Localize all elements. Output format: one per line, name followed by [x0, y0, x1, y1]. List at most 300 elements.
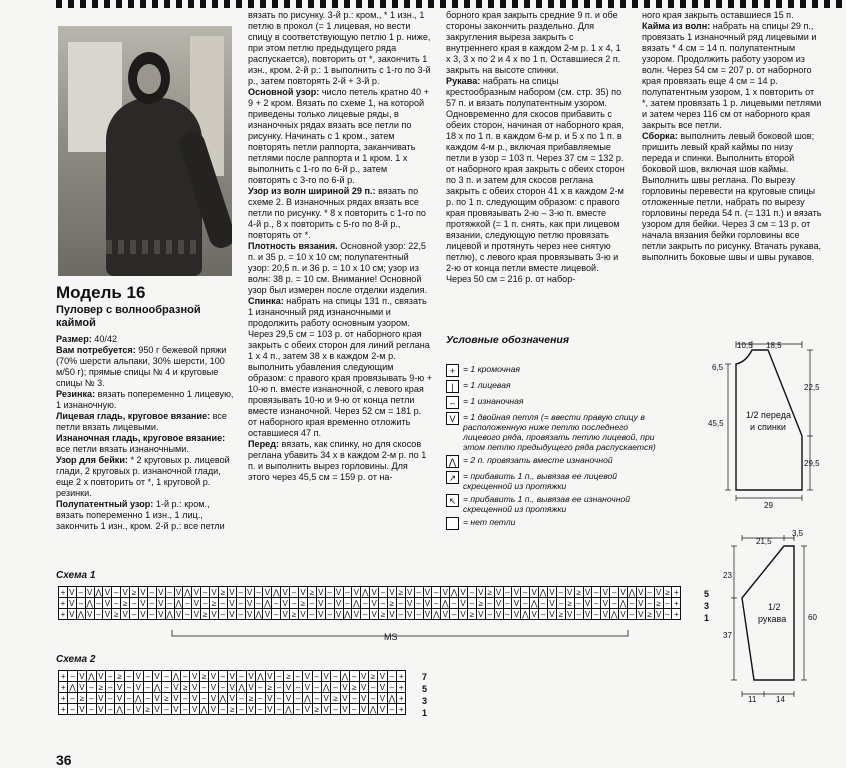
- chart-cell: V: [157, 609, 166, 620]
- chart-cell: ≥: [78, 693, 87, 704]
- chart-cell: –: [144, 693, 153, 704]
- chart-cell: V: [360, 682, 369, 693]
- chart-cell: –: [294, 671, 303, 682]
- chart-cell: V: [584, 587, 593, 598]
- chart-cell: V: [134, 671, 143, 682]
- chart-cell: V: [284, 682, 293, 693]
- chart-cell: ⋀: [304, 693, 311, 703]
- scheme-1-ms-label: MS: [384, 632, 398, 642]
- chart-cell: –: [521, 587, 530, 598]
- paragraph: [642, 10, 822, 21]
- chart-cell: –: [313, 682, 322, 693]
- chart-cell: V: [303, 704, 312, 715]
- paragraph: [446, 76, 626, 285]
- sleeve-dim-6: 11: [748, 695, 757, 704]
- chart-cell: ≥: [477, 598, 486, 609]
- chart-cell: V: [637, 587, 646, 598]
- legend-text: = прибавить 1 п., вывязав ее изнаночной скрещенной из протяжки: [463, 494, 631, 514]
- paragraph: [446, 10, 626, 76]
- chart-cell: V: [512, 609, 521, 620]
- chart-cell: ≥: [299, 598, 308, 609]
- chart-cell: –: [415, 587, 424, 598]
- chart-cell: ≥: [290, 609, 299, 620]
- chart-cell: –: [237, 704, 246, 715]
- chart-cell: ≥: [646, 609, 655, 620]
- chart-cell: ≥: [388, 598, 397, 609]
- chart-cell: ≥: [219, 587, 228, 598]
- body-dim-4: 22,5: [804, 383, 820, 392]
- chart-cell: –: [256, 704, 265, 715]
- legend-text: = нет петли: [463, 517, 516, 527]
- paragraph: [248, 186, 432, 241]
- chart-cell: V: [209, 682, 218, 693]
- page-number: 36: [56, 752, 72, 768]
- chart-cell: ≥: [266, 682, 275, 693]
- chart-cell: –: [275, 682, 284, 693]
- paragraph-lead: Рукава:: [446, 76, 481, 86]
- chart-cell: V: [228, 598, 237, 609]
- paragraph-lead: Узор для бейки:: [56, 455, 128, 465]
- chart-cell: +: [59, 704, 68, 715]
- chart-cell: V: [209, 693, 218, 704]
- chart-cell: V: [341, 682, 350, 693]
- chart-cell: +: [59, 693, 68, 704]
- chart-cell: V: [495, 609, 504, 620]
- chart-cell: V: [360, 693, 369, 704]
- chart-cell: –: [130, 598, 139, 609]
- chart-cell: V: [103, 598, 112, 609]
- chart-cell: V: [388, 609, 397, 620]
- paragraph-text: 1-й р.: кром., вязать попеременно 1 изн., 1 лиц., закончить 1 изн., кром. 2-й р.: все петли: [56, 499, 225, 531]
- chart-cell: V: [548, 598, 557, 609]
- paragraph: [248, 10, 432, 87]
- chart-cell: V: [68, 598, 77, 609]
- chart-cell: –: [313, 693, 322, 704]
- chart-cell: –: [664, 609, 673, 620]
- chart-cell: ≥: [144, 704, 153, 715]
- chart-cell: V: [263, 587, 272, 598]
- legend-title: Условные обозначения: [446, 334, 570, 346]
- dash-symbol-icon: –: [446, 396, 459, 409]
- chart-cell: ⋀: [353, 598, 360, 608]
- scheme-1-row-5: 5: [704, 589, 710, 599]
- paragraph-lead: Основной узор:: [248, 87, 320, 97]
- chart-cell: –: [432, 598, 441, 609]
- chart-cell: –: [468, 587, 477, 598]
- chart-cell: ⋀: [530, 598, 538, 608]
- paragraph: [56, 433, 236, 455]
- legend-item: [446, 455, 656, 468]
- paragraph: [642, 131, 822, 263]
- chart-cell: ≥: [331, 693, 340, 704]
- chart-cell: –: [183, 609, 192, 620]
- chart-cell: V: [441, 609, 450, 620]
- chart-cell: –: [201, 587, 210, 598]
- paragraph-text: 950 г бежевой пряжи (70% шерсти альпаки, 30% шерсти, 100 м/50 г); прямые спицы № 4 и круговые спицы № 3.: [56, 345, 227, 388]
- chart-cell: V: [172, 682, 181, 693]
- chart-cell: V: [406, 598, 415, 609]
- chart-cell: ⋀: [619, 598, 627, 608]
- sleeve-label-1: 1/2: [768, 602, 781, 612]
- chart-cell: V: [317, 587, 326, 598]
- chart-cell: V: [424, 598, 433, 609]
- chart-cell: ⋀: [264, 598, 271, 608]
- chart-cell: –: [610, 587, 619, 598]
- chart-cell: V: [281, 598, 290, 609]
- chart-cell: –: [610, 598, 619, 609]
- chart-cell: V: [190, 682, 199, 693]
- chart-cell: ⋀: [69, 682, 76, 692]
- legend-text: = прибавить 1 п., вывязав ее лицевой скрещенной из протяжки: [463, 471, 618, 491]
- chart-cell: V: [266, 704, 275, 715]
- chart-cell: –: [256, 682, 265, 693]
- chart-cell: –: [181, 704, 190, 715]
- chart-cell: V: [78, 682, 87, 693]
- chart-cell: ⋀: [273, 587, 280, 597]
- chart-cell: –: [68, 693, 77, 704]
- chart-cell: ⋀: [539, 587, 547, 597]
- chart-cell: V: [512, 587, 521, 598]
- chart-cell: V: [360, 671, 369, 682]
- chart-cell: ⋀: [184, 587, 191, 597]
- chart-cell: ⋀: [95, 587, 102, 597]
- chart-cell: V: [424, 587, 433, 598]
- chart-cell: V: [247, 704, 256, 715]
- body-dim-2: 18,5: [766, 341, 782, 350]
- chart-cell: –: [575, 598, 584, 609]
- chart-cell: V: [246, 587, 255, 598]
- chart-cell: –: [331, 682, 340, 693]
- chart-cell: –: [106, 693, 115, 704]
- chart-cell: –: [331, 671, 340, 682]
- chart-cell: –: [219, 598, 228, 609]
- sleeve-dim-2: 3,5: [792, 529, 804, 538]
- chart-cell: V: [247, 682, 256, 693]
- chart-cell: –: [162, 704, 171, 715]
- chart-cell: V: [637, 598, 646, 609]
- chart-cell: –: [181, 671, 190, 682]
- chart-cell: V: [370, 598, 379, 609]
- chart-cell: ⋀: [361, 587, 369, 597]
- chart-cell: –: [272, 598, 281, 609]
- scheme-2-row-3: 3: [422, 696, 428, 706]
- chart-cell: –: [148, 609, 157, 620]
- chart-cell: –: [504, 587, 513, 598]
- chart-cell: V: [303, 671, 312, 682]
- chart-cell: V: [153, 693, 162, 704]
- chart-cell: ⋀: [285, 704, 292, 714]
- legend-text: = 1 кромочная: [463, 364, 521, 374]
- text-column-4: [642, 10, 822, 263]
- chart-cell: –: [125, 693, 134, 704]
- paragraph: [56, 389, 236, 411]
- chart-cell: –: [237, 598, 246, 609]
- chart-cell: ⋀: [166, 609, 173, 619]
- chart-cell: V: [192, 598, 201, 609]
- paragraph-text: набрать на спицы 131 п., связать 1 изнаночный ряд изнаночными и продолжить работу основным узором. Через 29,5 см = 103 р. от наборного края закрыть с обеих сторон для линий реглана 1 х 4 п., затем 38 х в каждом 2-м р. выполнить убавления следующим образом: с правого края провязывать 9-ю + 10-ю п. вместе изнаночной, с левого края провязывать 10-ю и 9-ю от конца петли вместе изнаночной. Через 52 см = 181 р. от наборного края временно отложить оставшиеся 47 п.: [248, 296, 433, 438]
- chart-cell: –: [326, 598, 335, 609]
- chart-cell: –: [255, 598, 264, 609]
- chart-cell: –: [397, 609, 406, 620]
- paragraph: [642, 21, 822, 131]
- chart-cell: ⋀: [610, 609, 618, 619]
- chart-cell: ≥: [369, 671, 378, 682]
- body-label-2: и спинки: [750, 422, 786, 432]
- chart-cell: V: [172, 693, 181, 704]
- model-subtitle: Пуловер с волнообразной каймой: [56, 304, 201, 329]
- paragraph: [56, 345, 236, 389]
- chart-cell: –: [125, 671, 134, 682]
- chart-cell: V: [360, 704, 369, 715]
- chart-cell: –: [112, 587, 121, 598]
- k2tog-symbol-icon: ⋀: [446, 455, 459, 468]
- chart-cell: ≥: [350, 682, 359, 693]
- chart-cell: –: [183, 598, 192, 609]
- chart-cell: +: [59, 682, 68, 693]
- chart-cell: –: [77, 587, 86, 598]
- chart-cell: ⋀: [175, 598, 182, 608]
- chart-cell: V: [477, 587, 486, 598]
- chart-cell: –: [557, 598, 566, 609]
- chart-cell: –: [237, 609, 246, 620]
- chart-cell: ≥: [130, 587, 139, 598]
- chart-cell: +: [397, 704, 406, 715]
- chart-cell: ⋀: [369, 704, 377, 714]
- chart-cell: ≥: [201, 609, 210, 620]
- chart-cell: –: [397, 598, 406, 609]
- chart-cell: V: [68, 609, 77, 620]
- chart-cell: –: [326, 587, 335, 598]
- chart-cell: V: [548, 587, 557, 598]
- chart-cell: V: [228, 671, 237, 682]
- legend-text: = 2 п. провязать вместе изнаночной: [463, 455, 613, 465]
- legend-item: [446, 412, 656, 452]
- sleeve-label-2: рукава: [758, 614, 787, 624]
- chart-cell: V: [115, 682, 124, 693]
- chart-cell: V: [495, 587, 504, 598]
- chart-cell: –: [575, 609, 584, 620]
- chart-cell: –: [148, 587, 157, 598]
- chart-cell: +: [59, 671, 68, 682]
- chart-cell: V: [322, 671, 331, 682]
- chart-cell: V: [341, 693, 350, 704]
- chart-cell: ⋀: [341, 671, 349, 681]
- chart-cell: V: [477, 609, 486, 620]
- chart-cell: +: [397, 671, 406, 682]
- chart-cell: –: [272, 609, 281, 620]
- chart-cell: V: [459, 587, 468, 598]
- chart-cell: V: [246, 598, 255, 609]
- chart-cell: –: [592, 587, 601, 598]
- chart-cell: ⋀: [450, 587, 458, 597]
- chart-cell: V: [281, 587, 290, 598]
- chart-cell: V: [495, 598, 504, 609]
- chart-cell: V: [530, 587, 539, 598]
- chart-cell: V: [210, 587, 219, 598]
- chart-cell: V: [352, 609, 361, 620]
- chart-cell: –: [106, 704, 115, 715]
- paragraph-lead: Кайма из волн:: [642, 21, 711, 31]
- chart-cell: –: [308, 598, 317, 609]
- paragraph-lead: Размер:: [56, 334, 92, 344]
- chart-cell: V: [566, 587, 575, 598]
- chart-cell: ≥: [181, 682, 190, 693]
- body-dim-5: 45,5: [708, 419, 724, 428]
- chart-cell: V: [317, 609, 326, 620]
- chart-cell: V: [246, 609, 255, 620]
- sleeve-dim-3: 23: [723, 571, 732, 580]
- chart-cell: –: [290, 587, 299, 598]
- chart-cell: ⋀: [88, 671, 95, 681]
- chart-cell: –: [290, 598, 299, 609]
- chart-cell: ≥: [566, 598, 575, 609]
- paragraph-text: вязать по рисунку. 3-й р.: кром., * 1 изн., 1 петлю в прокол (= 1 лицевая, но вести спицу в соответствующую петлю 1 р. ниже, при этом петлю предыдущего ряда распускается), повторить от *, закончить 1 изн., кром. 2-й р.: 1 выполнить с 1-го по 3-й р., затем повторять 2-й + 3-й р.: [248, 10, 431, 86]
- chart-cell: –: [294, 682, 303, 693]
- body-label-1: 1/2 переда: [746, 410, 791, 420]
- chart-cell: V: [370, 587, 379, 598]
- chart-cell: V: [153, 671, 162, 682]
- chart-cell: –: [486, 609, 495, 620]
- chart-cell: V: [190, 671, 199, 682]
- chart-cell: +: [59, 598, 68, 609]
- scheme-1-rapport-bracket: [170, 628, 630, 642]
- chart-cell: –: [68, 704, 77, 715]
- chart-cell: –: [87, 682, 96, 693]
- plus-symbol-icon: +: [446, 364, 459, 377]
- chart-cell: V: [378, 693, 387, 704]
- inc-left-symbol-icon: ↖: [446, 494, 459, 507]
- chart-cell: V: [103, 587, 112, 598]
- chart-cell: +: [59, 609, 68, 620]
- chart-cell: ⋀: [257, 671, 264, 681]
- paragraph-lead: Резинка:: [56, 389, 96, 399]
- chart-cell: ⋀: [153, 682, 161, 692]
- chart-cell: V: [655, 587, 664, 598]
- chart-cell: ≥: [247, 693, 256, 704]
- chart-cell: V: [228, 693, 237, 704]
- chart-cell: –: [350, 704, 359, 715]
- chart-cell: –: [628, 598, 637, 609]
- paragraph-lead: Лицевая гладь, круговое вязание:: [56, 411, 211, 421]
- scheme-1-row-3: 3: [704, 601, 710, 611]
- chart-cell: ⋀: [86, 598, 93, 608]
- chart-cell: –: [468, 598, 477, 609]
- chart-cell: –: [162, 671, 171, 682]
- chart-cell: –: [219, 704, 228, 715]
- chart-cell: –: [166, 587, 175, 598]
- paragraph-text: вязать по схеме 2. В изнаночных рядах вязать все петли по рисунку. * 8 х повторить с 1-го по 4-й р., 8 х повторить с 5-го по 8-й р., повторять от *.: [248, 186, 426, 240]
- chart-cell: ≥: [468, 609, 477, 620]
- paragraph-text: число петель кратно 40 + 9 + 2 кром. Вязать по схеме 1, на которой приведены только лицевые ряды, в изнаночных рядах вязать все петли по рисунку. Начинать с 1 кром., затем повторять петли раппорта, заканчивать петлями после раппорта и 1 кром. 1 х выполнить с 1-го по 6-й р., затем повторять с 3-го по 6-й р.: [248, 87, 429, 185]
- chart-cell: V: [228, 609, 237, 620]
- chart-cell: –: [331, 704, 340, 715]
- paragraph-text: вязать попеременно 1 лицевую, 1 изнаночную.: [56, 389, 234, 410]
- chart-cell: V: [378, 682, 387, 693]
- paragraph-lead: Изнаночная гладь, круговое вязание:: [56, 433, 226, 443]
- paragraph-text: 40/42: [91, 334, 118, 344]
- chart-cell: –: [379, 587, 388, 598]
- chart-cell: V: [97, 671, 106, 682]
- chart-cell: –: [200, 682, 209, 693]
- chart-cell: –: [539, 609, 548, 620]
- chart-cell: –: [361, 609, 370, 620]
- chart-cell: V: [388, 587, 397, 598]
- chart-cell: –: [68, 671, 77, 682]
- chart-cell: ≥: [115, 671, 124, 682]
- scheme-2-label: Схема 2: [56, 654, 96, 665]
- chart-cell: –: [350, 671, 359, 682]
- chart-cell: V: [584, 598, 593, 609]
- scheme-1-row-1: 1: [704, 613, 710, 623]
- chart-cell: –: [275, 671, 284, 682]
- chart-cell: –: [95, 609, 104, 620]
- chart-cell: ≥: [284, 671, 293, 682]
- chart-cell: V: [352, 587, 361, 598]
- chart-cell: –: [125, 704, 134, 715]
- v-symbol-icon: V: [446, 412, 459, 425]
- chart-cell: V: [68, 587, 77, 598]
- chart-cell: V: [284, 693, 293, 704]
- chart-cell: –: [664, 598, 673, 609]
- chart-cell: V: [335, 609, 344, 620]
- chart-cell: ≥: [664, 587, 673, 598]
- chart-cell: ≥: [379, 609, 388, 620]
- chart-cell: –: [504, 609, 513, 620]
- chart-cell: V: [299, 609, 308, 620]
- chart-cell: V: [134, 704, 143, 715]
- paragraph-text: Основной узор: 22,5 п. и 35 р. = 10 х 10 см; полупатентный узор: 20,5 п. и 36 р. = 10 х 10 см; узор из волн: 38 р. = 10 см. Внимание! Основной узор был измерен после отделки изделия.: [248, 241, 428, 295]
- chart-cell: –: [557, 587, 566, 598]
- chart-cell: V: [619, 587, 628, 598]
- paragraph-lead: Узор из волн шириной 29 п.:: [248, 186, 376, 196]
- chart-cell: –: [521, 598, 530, 609]
- chart-cell: –: [130, 609, 139, 620]
- sleeve-dim-1: 21,5: [756, 537, 772, 546]
- body-dim-7: 29: [764, 501, 773, 510]
- chart-cell: ⋀: [200, 704, 208, 714]
- body-dim-3: 6,5: [712, 363, 724, 372]
- chart-cell: –: [450, 609, 459, 620]
- chart-cell: –: [256, 693, 265, 704]
- chart-cell: V: [601, 587, 610, 598]
- chart-cell: V: [530, 609, 539, 620]
- empty-symbol-icon: [446, 517, 459, 530]
- chart-cell: ⋀: [322, 682, 330, 692]
- chart-cell: V: [78, 704, 87, 715]
- chart-cell: ≥: [121, 598, 130, 609]
- chart-cell: +: [397, 682, 406, 693]
- chart-cell: ≥: [210, 598, 219, 609]
- chart-cell: ≥: [486, 587, 495, 598]
- chart-cell: V: [78, 671, 87, 682]
- legend-text: = 1 лицевая: [463, 380, 511, 390]
- scheme-2-chart: [58, 670, 406, 715]
- sleeve-dim-7: 14: [776, 695, 785, 704]
- paragraph-text: ного края закрыть оставшиеся 15 п.: [642, 10, 794, 20]
- chart-cell: V: [584, 609, 593, 620]
- chart-cell: –: [294, 693, 303, 704]
- chart-cell: V: [153, 704, 162, 715]
- chart-cell: ⋀: [388, 693, 396, 703]
- paragraph-text: набрать на спицы крестообразным набором (см. стр. 35) по 57 п. и вязать полупатентным узором. Одновременно для скосов прибавить с обеих сторон, начиная от наборного края, 18 х по 1 п. в каждом 6-м р. и 5 х по 1 п. в каждом 4-м р., включая прибавляемые петли в узор = 103 п. Через 37 см = 132 р. от наборного края закрыть с обеих сторон по 3 п. и затем для скосов реглана закрыть с обеих сторон 41 х в каждом 2-м р. по 1 п. следующим образом: с правого края провязывать 2-ю – 3-ю п. вместе протяжкой (= 1 п. снять, как при лицевом вязании, следующую петлю провязать лицевой и протянуть через нее снятую петлю), с левого края провязывать 3-ю и 2-ю от конца петли вместе лицевой. Через 50 см = 216 р. от набор-: [446, 76, 625, 284]
- chart-cell: +: [672, 609, 681, 620]
- paragraph: [56, 334, 236, 345]
- body-schematic: [706, 340, 826, 512]
- chart-cell: V: [247, 671, 256, 682]
- chart-cell: V: [172, 704, 181, 715]
- chart-cell: –: [504, 598, 513, 609]
- chart-cell: –: [95, 598, 104, 609]
